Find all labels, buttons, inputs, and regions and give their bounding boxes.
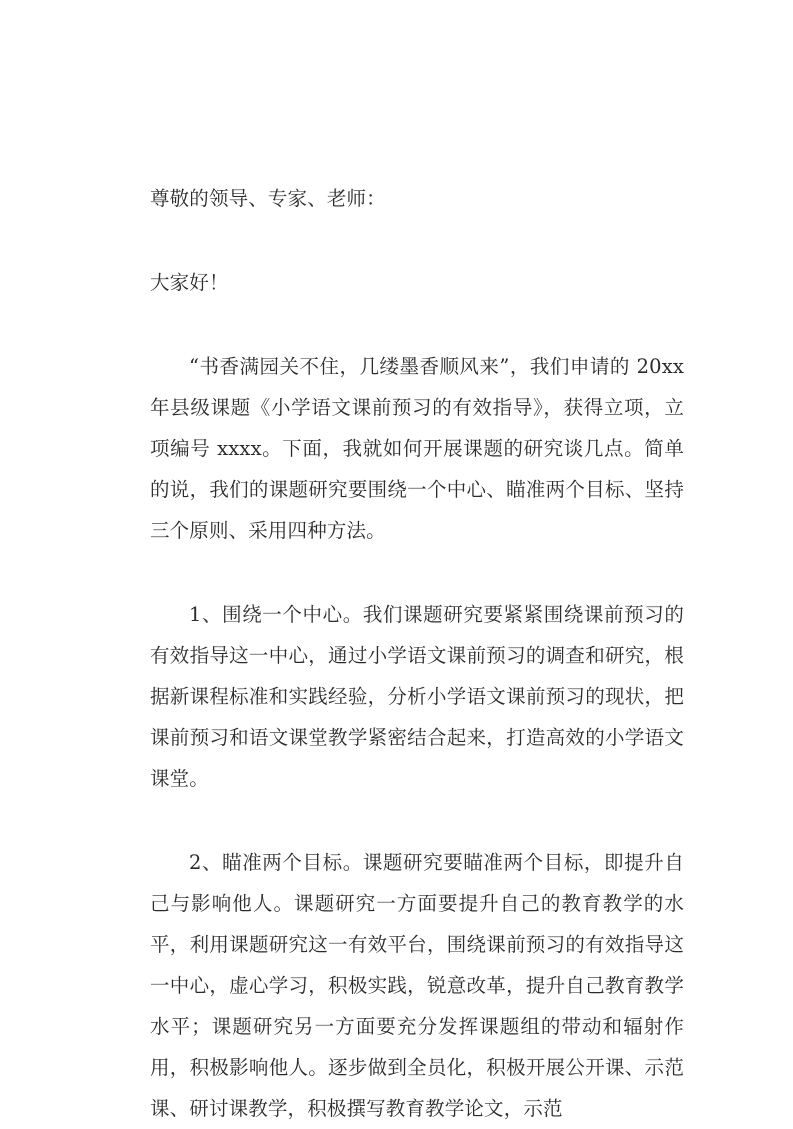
intro-paragraph: “书香满园关不住，几缕墨香顺风来”，我们申请的 20xx 年县级课题《小学语文课前预习的有效指导》，获得立项，立项编号 xxxx。下面，我就如何开展课题的研究谈几点。简单的说，我们的课题研究要围绕一个中心、瞄准两个目标、坚持三个原则、采用四种方法。	[150, 355, 684, 542]
greeting-line: 大家好！	[150, 271, 229, 294]
numbered-paragraph-1: 1、围绕一个中心。我们课题研究要紧紧围绕课前预习的有效指导这一中心，通过小学语文课前预习的调查和研究，根据新课程标准和实践经验，分析小学语文课前预习的现状，把课前预习和语文课堂教学紧密结合起来，打造高效的小学语文课堂。	[150, 603, 684, 790]
document-text-body	[150, 178, 684, 1129]
salutation-line: 尊敬的领导、专家、老师：	[150, 187, 386, 210]
numbered-paragraph-2: 2、瞄准两个目标。课题研究要瞄准两个目标，即提升自己与影响他人。课题研究一方面要提升自己的教育教学的水平，利用课题研究这一有效平台，围绕课前预习的有效指导这一中心，虚心学习，积极实践，锐意改革，提升自己教育教学水平；课题研究另一方面要充分发挥课题组的带动和辐射作用，积极影响他人。逐步做到全员化，积极开展公开课、示范课、研讨课教学，积极撰写教育教学论文，示范	[150, 851, 684, 1120]
